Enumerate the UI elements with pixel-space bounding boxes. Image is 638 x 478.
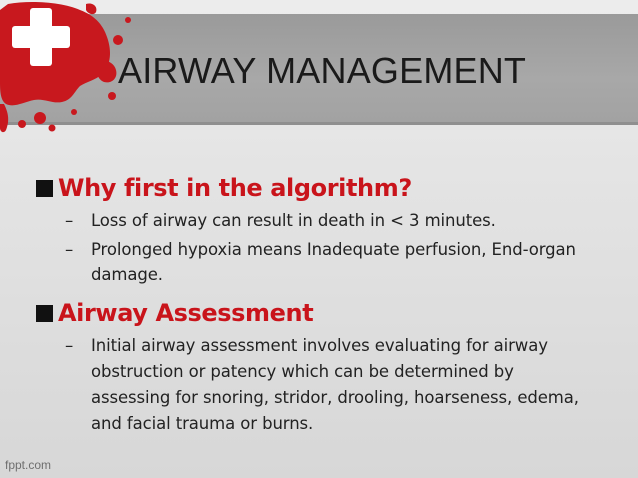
- sub-bullet-text: Initial airway assessment involves evaluating for airway obstruction or patency which can be determined by assessing for snoring, stridor, drooling, hoarseness, edema, and facial trauma or burns.: [91, 336, 579, 433]
- footer-watermark: fppt.com: [5, 458, 52, 472]
- bullet-heading-1: [36, 168, 616, 208]
- dash-bullet-marker: –: [65, 211, 74, 230]
- sub-bullet-item: [36, 333, 591, 437]
- sub-bullet-item: [36, 208, 616, 233]
- sub-bullet-item: [36, 237, 596, 287]
- square-bullet-icon: [36, 305, 53, 322]
- dash-bullet-marker: –: [65, 336, 74, 355]
- sub-bullet-text: Prolonged hypoxia means Inadequate perfusion, End-organ damage.: [91, 240, 576, 284]
- sub-bullet-text: Loss of airway can result in death in < 3 minutes.: [91, 211, 496, 230]
- bullet-heading-label: Airway Assessment: [58, 299, 314, 327]
- bullet-heading-label: Why first in the algorithm?: [58, 174, 412, 202]
- bullet-heading-2: [36, 293, 616, 333]
- square-bullet-icon: [36, 180, 53, 197]
- dash-bullet-marker: –: [65, 240, 74, 259]
- slide-content: [36, 168, 616, 437]
- slide-title: AIRWAY MANAGEMENT: [118, 50, 527, 91]
